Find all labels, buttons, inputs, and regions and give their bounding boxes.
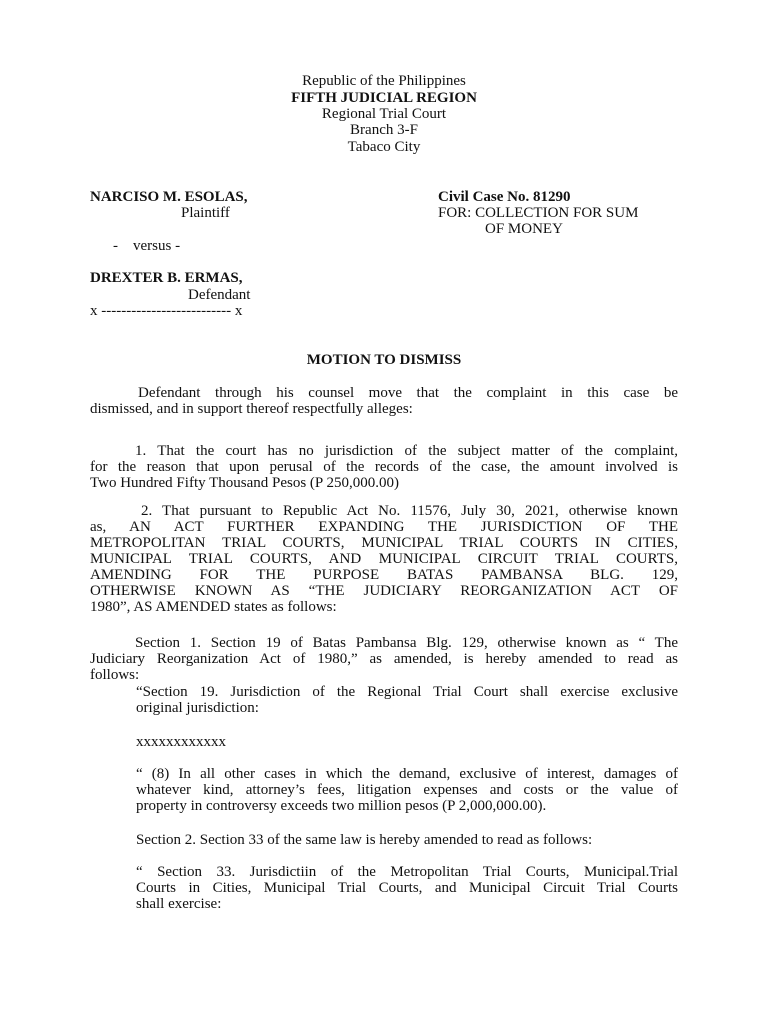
paragraph-2-line: METROPOLITAN TRIAL COURTS, MUNICIPAL TRIAL COURTS IN CITIES, (90, 535, 678, 551)
section-1-line: Section 1. Section 19 of Batas Pambansa Blg. 129, otherwise known as “ The (135, 635, 678, 651)
section-1-line: follows: (90, 667, 140, 683)
versus-label: - versus - (113, 238, 181, 254)
case-nature-line1: FOR: COLLECTION FOR SUM (438, 205, 639, 221)
paragraph-2-line: MUNICIPAL TRIAL COURTS, AND MUNICIPAL CIRCUIT TRIAL COURTS, (90, 551, 678, 567)
item-8-line: “ (8) In all other cases in which the demand, exclusive of interest, damages of (136, 766, 678, 782)
paragraph-1-line: 1. That the court has no jurisdiction of the subject matter of the complaint, (135, 443, 678, 459)
section-33-line: shall exercise: (136, 896, 222, 912)
intro-line: dismissed, and in support thereof respectfully alleges: (90, 401, 413, 417)
plaintiff-role: Plaintiff (181, 205, 230, 221)
paragraph-1-line: for the reason that upon perusal of the records of the case, the amount involved is (90, 459, 678, 475)
paragraph-2 (90, 503, 678, 615)
section-19-line: original jurisdiction: (136, 700, 259, 716)
paragraph-2-line: AMENDING FOR THE PURPOSE BATAS PAMBANSA BLG. 129, (90, 567, 678, 583)
section-33-quote (136, 864, 678, 912)
header-republic: Republic of the Philippines (302, 73, 466, 89)
section-1-paragraph (90, 635, 678, 683)
case-nature-line2: OF MONEY (485, 221, 563, 237)
intro-line: Defendant through his counsel move that the complaint in this case be (138, 385, 678, 401)
motion-title: MOTION TO DISMISS (306, 352, 462, 368)
caption-separator: x -------------------------- x (90, 303, 243, 319)
section-33-line: “ Section 33. Jurisdictiin of the Metropolitan Trial Courts, Municipal.Trial (136, 864, 678, 880)
paragraph-2-line: 1980”, AS AMENDED states as follows: (90, 599, 337, 615)
paragraph-1-line: Two Hundred Fifty Thousand Pesos (P 250,000.00) (90, 475, 399, 491)
item-8-line: whatever kind, attorney’s fees, litigation expenses and costs or the value of (136, 782, 678, 798)
section-2-text: Section 2. Section 33 of the same law is hereby amended to read as follows: (136, 832, 593, 848)
defendant-role: Defendant (188, 287, 251, 303)
header-city: Tabaco City (347, 139, 421, 155)
header-court: Regional Trial Court (321, 106, 447, 122)
plaintiff-name: NARCISO M. ESOLAS, (90, 189, 248, 205)
header-branch: Branch 3-F (350, 122, 418, 138)
paragraph-2-line: OTHERWISE KNOWN AS “THE JUDICIARY REORGANIZATION ACT OF (90, 583, 678, 599)
section-19-quote (136, 684, 678, 716)
paragraph-2-line: as, AN ACT FURTHER EXPANDING THE JURISDICTION OF THE (90, 519, 678, 535)
header-region: FIFTH JUDICIAL REGION (291, 90, 477, 106)
omission-marker: xxxxxxxxxxxx (136, 734, 226, 750)
paragraph-2-line: 2. That pursuant to Republic Act No. 11576, July 30, 2021, otherwise known (141, 503, 678, 519)
item-8-line: property in controversy exceeds two million pesos (P 2,000,000.00). (136, 798, 547, 814)
section-19-line: “Section 19. Jurisdiction of the Regional Trial Court shall exercise exclusive (136, 684, 678, 700)
section-33-line: Courts in Cities, Municipal Trial Courts, and Municipal Circuit Trial Courts (136, 880, 678, 896)
case-number: Civil Case No. 81290 (438, 189, 571, 205)
item-8-quote (136, 766, 678, 814)
intro-paragraph (90, 385, 678, 417)
defendant-name: DREXTER B. ERMAS, (90, 270, 243, 286)
section-1-line: Judiciary Reorganization Act of 1980,” as amended, is hereby amended to read as (90, 651, 678, 667)
paragraph-1 (90, 443, 678, 491)
